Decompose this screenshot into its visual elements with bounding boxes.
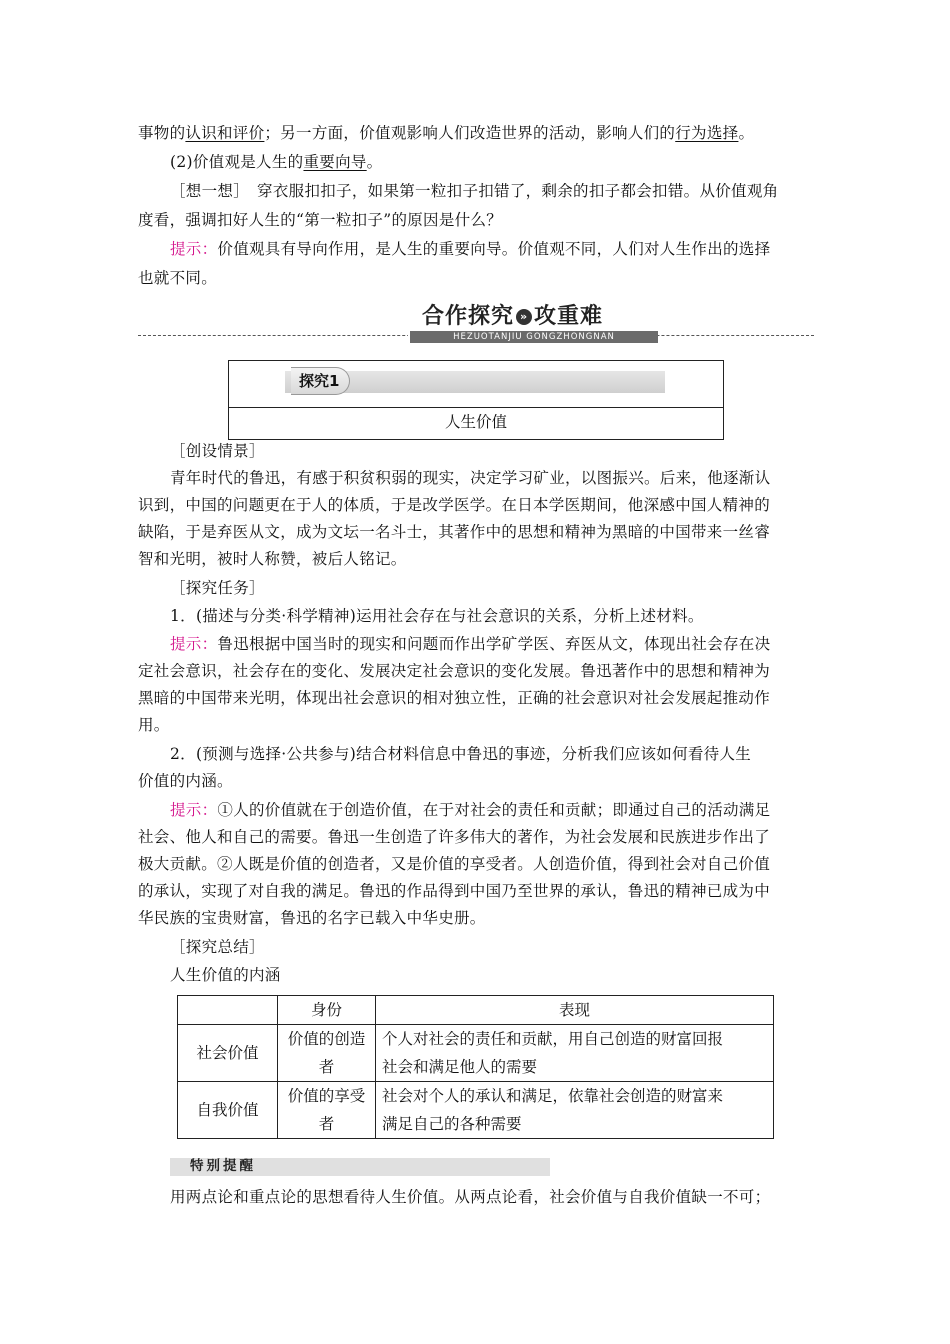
banner-title: 合作探究 » 攻重难 — [422, 304, 604, 329]
table-header-row — [178, 996, 774, 1025]
tasks-heading: ［探究任务］ — [170, 579, 265, 597]
table-row — [178, 1082, 774, 1139]
paragraph-line: 青年时代的鲁迅，有感于积贫积弱的现实，决定学习矿业，以图振兴。后来，他逐渐认 — [170, 469, 771, 487]
hint-line: 社会、他人和自己的需要。鲁迅一生创造了许多伟大的著作，为社会发展和民族进步作出了 — [138, 828, 771, 846]
section-banner — [138, 298, 814, 344]
explore-subtitle: 人生价值 — [444, 413, 507, 431]
hint-label: 提示： — [170, 635, 218, 653]
table-row — [178, 1025, 774, 1082]
hint-label: 提示： — [170, 801, 218, 819]
note-text: 用两点论和重点论的思想看待人生价值。从两点论看，社会价值与自我价值缺一不可； — [170, 1188, 771, 1206]
table-cell: 社会对个人的承认和满足，依靠社会创造的财富来 满足自己的各种需要 — [376, 1082, 774, 1139]
underlined-term: 认识和评价 — [185, 124, 265, 142]
task-1: 1．(描述与分类·科学精神)运用社会存在与社会意识的关系，分析上述材料。 — [170, 607, 704, 625]
paragraph-line: 智和光明，被时人称赞，被后人铭记。 — [138, 550, 407, 568]
explore-box — [228, 360, 724, 440]
hint-label: 提示： — [170, 240, 218, 258]
hint-line: 定社会意识，社会存在的变化、发展决定社会意识的变化发展。鲁迅著作中的思想和精神为 — [138, 662, 771, 680]
chevron-right-icon: » — [516, 309, 532, 325]
underlined-term: 重要向导 — [303, 153, 367, 171]
banner-pinyin: HEZUOTANJIU GONGZHONGNAN — [410, 331, 658, 343]
paragraph-line: 缺陷，于是弃医从文，成为文坛一名斗士，其著作中的思想和精神为黑暗的中国带来一丝睿 — [138, 523, 771, 541]
paragraph-line: 识到，中国的问题更在于人的体质，于是改学医学。在日本学医期间，他深感中国人精神的 — [138, 496, 771, 514]
table-title: 人生价值的内涵 — [170, 966, 281, 984]
hint-line: 的承认，实现了对自我的满足。鲁迅的作品得到中国乃至世界的承认，鲁迅的精神已成为中 — [138, 882, 771, 900]
hint-line-2: 也就不同。 — [138, 269, 218, 287]
table-cell: 价值的享受 者 — [278, 1082, 376, 1139]
intro-line-1: 事物的认识和评价；另一方面，价值观影响人们改造世界的活动，影响人们的行为选择。 — [138, 124, 755, 142]
summary-heading: ［探究总结］ — [170, 938, 265, 956]
hint-line: 华民族的宝贵财富，鲁迅的名字已载入中华史册。 — [138, 909, 486, 927]
special-note-bar — [170, 1158, 550, 1176]
hint-line: 用。 — [138, 716, 170, 734]
column-header-manifest: 表现 — [376, 996, 774, 1025]
hint-line: 提示：①人的价值就在于创造价值，在于对社会的责任和贡献；即通过自己的活动满足 — [170, 801, 771, 819]
underlined-term: 行为选择 — [675, 124, 739, 142]
hint-line: 黑暗的中国带来光明，体现出社会意识的相对独立性，正确的社会意识对社会发展起推动作 — [138, 689, 771, 707]
column-header-identity: 身份 — [278, 996, 376, 1025]
task-2-cont: 价值的内涵。 — [138, 772, 233, 790]
hint-line: 极大贡献。②人既是价值的创造者，又是价值的享受者。人创造价值，得到社会对自己价值 — [138, 855, 771, 873]
table-cell — [178, 996, 278, 1025]
explore-tag: 探究1 — [291, 367, 350, 395]
table-cell: 个人对社会的责任和贡献，用自己创造的财富回报 社会和满足他人的需要 — [376, 1025, 774, 1082]
special-note-label: 特别提醒 — [190, 1155, 256, 1177]
table-cell: 价值的创造 者 — [278, 1025, 376, 1082]
task-2: 2．(预测与选择·公共参与)结合材料信息中鲁迅的事迹，分析我们应该如何看待人生 — [170, 745, 752, 763]
think-line-2: 度看，强调扣好人生的“第一粒扣子”的原因是什么？ — [138, 211, 503, 229]
summary-table — [177, 995, 774, 1139]
think-line-1: ［想一想］ 穿衣服扣扣子，如果第一粒扣子扣错了，剩余的扣子都会扣错。从价值观角 — [170, 182, 779, 200]
hint-line-1: 提示：价值观具有导向作用，是人生的重要向导。价值观不同，人们对人生作出的选择 — [170, 240, 771, 258]
intro-line-2: (2)价值观是人生的重要向导。 — [170, 153, 383, 171]
hint-line: 提示：鲁迅根据中国当时的现实和问题而作出学矿学医、弃医从文，体现出社会存在决 — [170, 635, 771, 653]
scenario-heading: ［创设情景］ — [170, 442, 265, 460]
row-label: 自我价值 — [178, 1082, 278, 1139]
row-label: 社会价值 — [178, 1025, 278, 1082]
